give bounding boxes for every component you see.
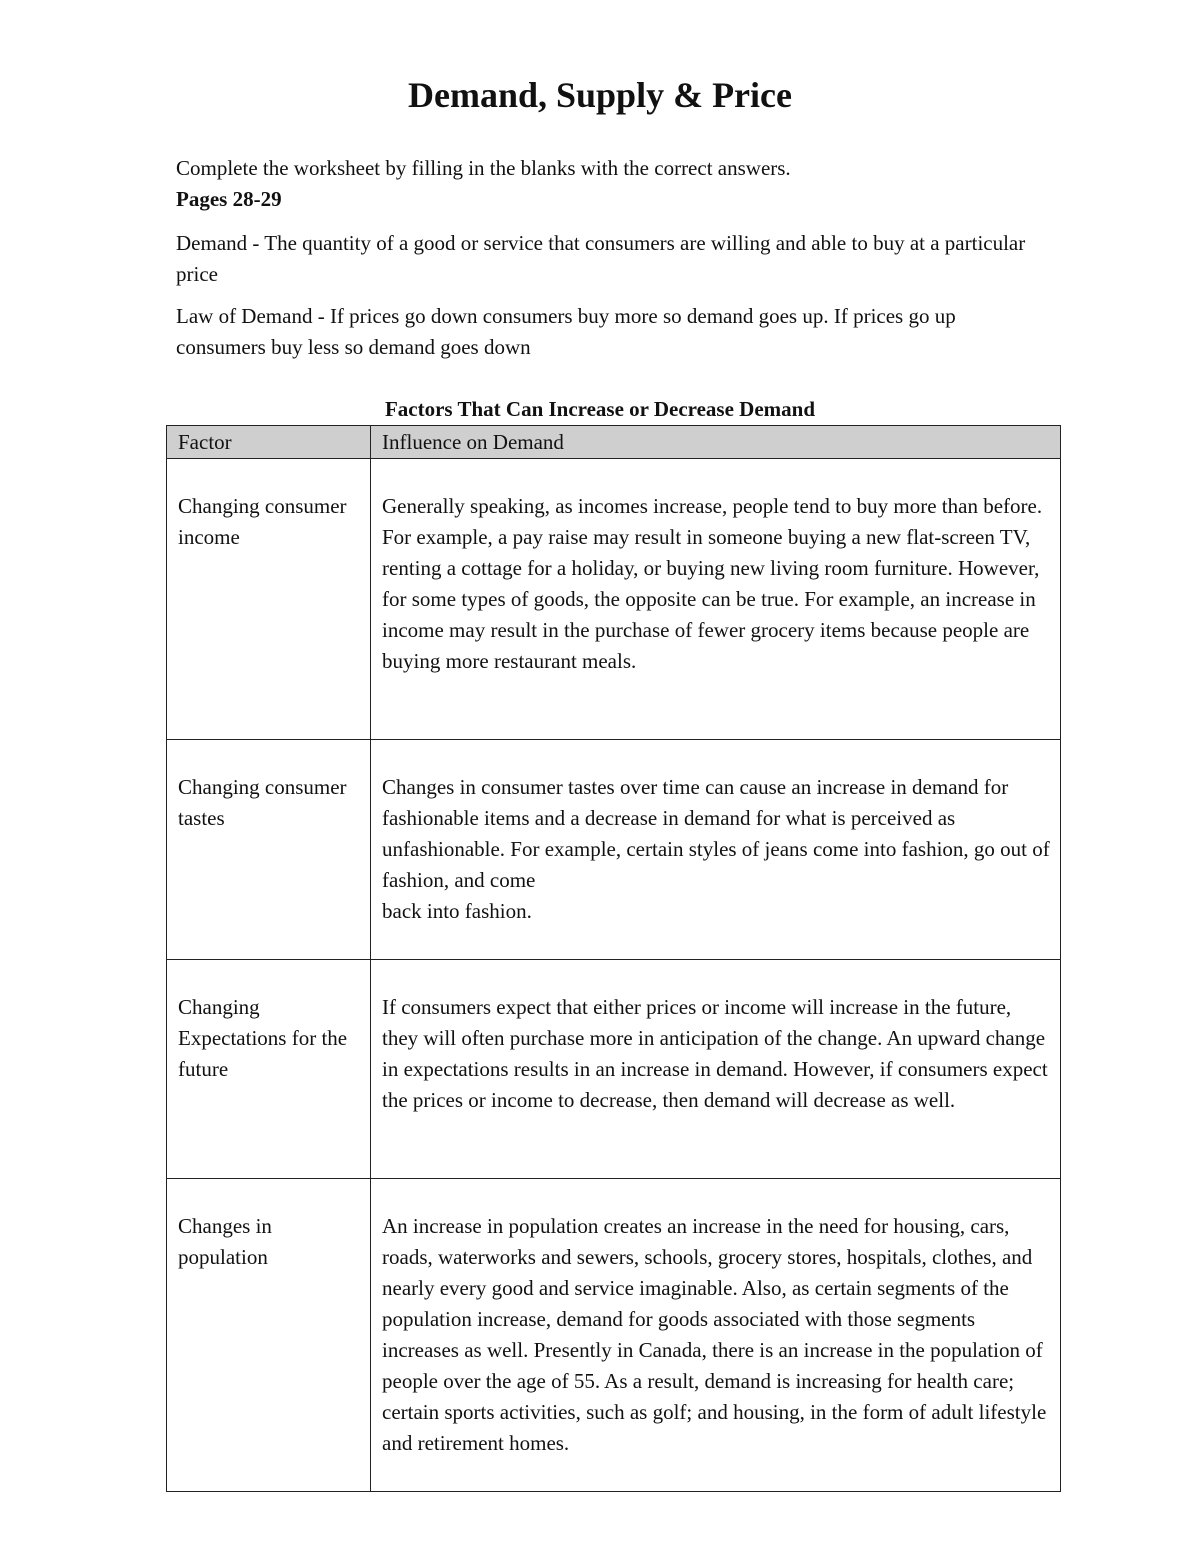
- page-reference: Pages 28-29: [176, 187, 282, 211]
- demand-definition: Demand - The quantity of a good or service that consumers are willing and able to buy at a particular price: [176, 231, 1026, 286]
- influence-cell: Generally speaking, as incomes increase, people tend to buy more than before. For example, a pay raise may result in someone buying a new flat-screen TV, renting a cottage for a holiday, or buying new living room furniture. However, for some types of goods, the opposite can be true. For example, an increase in income may result in the purchase of fewer grocery items because people are buying more restaurant meals.: [371, 459, 1061, 740]
- instructions-text: Complete the worksheet by filling in the blanks with the correct answers.: [176, 156, 791, 180]
- page-title: Demand, Supply & Price: [407, 75, 792, 115]
- factor-cell: Changing consumer income: [167, 459, 371, 740]
- table-caption: Factors That Can Increase or Decrease Demand: [384, 397, 816, 421]
- table-row: [167, 1179, 1061, 1492]
- influence-cell: An increase in population creates an increase in the need for housing, cars, roads, waterworks and sewers, schools, grocery stores, hospitals, clothes, and nearly every good and service imaginable. Also, as certain segments of the population increase, demand for goods associated with those segments increases as well. Presently in Canada, there is an increase in the population of people over the age of 55. As a result, demand is increasing for health care; certain sports activities, such as golf; and housing, in the form of adult lifestyle and retirement homes.: [371, 1179, 1061, 1492]
- table-row: [167, 459, 1061, 740]
- factor-cell: Changes in population: [167, 1179, 371, 1492]
- influence-cell: Changes in consumer tastes over time can cause an increase in demand for fashionable items and a decrease in demand for what is perceived as unfashionable. For example, certain styles of jeans come into fashion, go out of fashion, and come back into fashion.: [371, 740, 1061, 960]
- table-row: [167, 960, 1061, 1179]
- factors-table: [166, 425, 1061, 1492]
- factor-cell: Changing Expectations for the future: [167, 960, 371, 1179]
- law-of-demand-definition: Law of Demand - If prices go down consumers buy more so demand goes up. If prices go up consumers buy less so demand goes down: [176, 304, 956, 359]
- factor-cell: Changing consumer tastes: [167, 740, 371, 960]
- table-header-row: [167, 426, 1061, 459]
- column-header-factor: Factor: [167, 426, 371, 459]
- influence-cell: If consumers expect that either prices or income will increase in the future, they will often purchase more in anticipation of the change. An upward change in expectations results in an increase in demand. However, if consumers expect the prices or income to decrease, then demand will decrease as well.: [371, 960, 1061, 1179]
- table-row: [167, 740, 1061, 960]
- column-header-influence: Influence on Demand: [371, 426, 1061, 459]
